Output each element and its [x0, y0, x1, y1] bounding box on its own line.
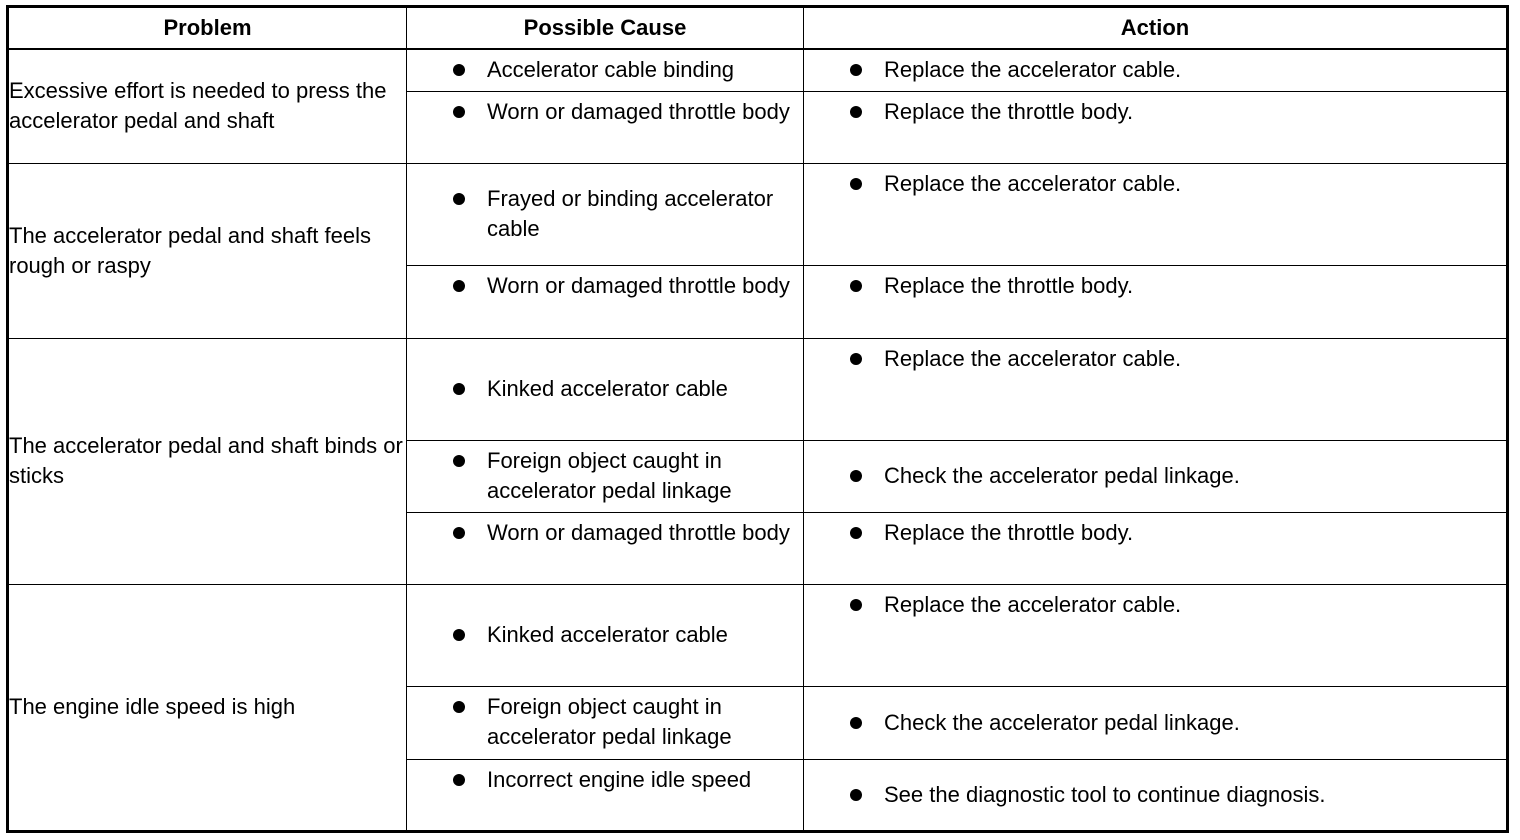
cause-cell [407, 440, 804, 512]
bullet-icon [453, 455, 465, 467]
cause-cell [407, 512, 804, 584]
bullet-icon [850, 527, 862, 539]
cause-cell [407, 584, 804, 686]
cause-text: Worn or damaged throttle body [487, 519, 790, 545]
bullet-icon [453, 280, 465, 292]
cause-text: Worn or damaged throttle body [487, 98, 790, 124]
action-text: Check the accelerator pedal linkage. [884, 709, 1240, 735]
bullet-icon [453, 629, 465, 641]
bullet-icon [850, 106, 862, 118]
table-row [8, 163, 1508, 265]
table-row [8, 338, 1508, 440]
header-problem: Problem [8, 7, 407, 50]
action-cell [804, 163, 1508, 265]
bullet-icon [850, 64, 862, 76]
action-text: Replace the accelerator cable. [884, 170, 1182, 196]
cause-cell [407, 759, 804, 831]
problem-cell: The engine idle speed is high [8, 584, 407, 831]
cause-text: Accelerator cable binding [487, 57, 735, 83]
action-cell [804, 265, 1508, 338]
bullet-icon [850, 599, 862, 611]
action-cell [804, 49, 1508, 91]
cause-text: Incorrect engine idle speed [487, 766, 752, 792]
problem-cell: The accelerator pedal and shaft binds or sticks [8, 338, 407, 584]
action-cell [804, 584, 1508, 686]
bullet-icon [850, 789, 862, 801]
action-text: Replace the throttle body. [884, 272, 1134, 298]
bullet-icon [453, 527, 465, 539]
cause-text: Foreign object caught in accelerator pedal linkage [487, 693, 732, 749]
header-action: Action [804, 7, 1508, 50]
bullet-icon [850, 470, 862, 482]
troubleshooting-table [6, 5, 1509, 833]
header-possible-cause: Possible Cause [407, 7, 804, 50]
cause-text: Worn or damaged throttle body [487, 272, 790, 298]
cause-cell [407, 49, 804, 91]
cause-cell [407, 163, 804, 265]
bullet-icon [453, 64, 465, 76]
bullet-icon [850, 353, 862, 365]
bullet-icon [453, 106, 465, 118]
action-text: Replace the accelerator cable. [884, 57, 1182, 83]
cause-text: Kinked accelerator cable [487, 622, 728, 648]
action-cell [804, 686, 1508, 759]
problem-cell: The accelerator pedal and shaft feels rough or raspy [8, 163, 407, 338]
cause-cell [407, 265, 804, 338]
bullet-icon [453, 383, 465, 395]
cause-cell [407, 686, 804, 759]
bullet-icon [453, 774, 465, 786]
action-cell [804, 91, 1508, 163]
bullet-icon [453, 701, 465, 713]
action-text: Replace the accelerator cable. [884, 345, 1182, 371]
action-cell [804, 759, 1508, 831]
bullet-icon [850, 717, 862, 729]
action-text: Replace the throttle body. [884, 98, 1134, 124]
action-text: Replace the throttle body. [884, 519, 1134, 545]
action-cell [804, 440, 1508, 512]
header-row [8, 7, 1508, 50]
action-text: See the diagnostic tool to continue diagnosis. [884, 781, 1326, 807]
action-text: Replace the accelerator cable. [884, 591, 1182, 617]
cause-text: Foreign object caught in accelerator pedal linkage [487, 447, 732, 503]
action-cell [804, 338, 1508, 440]
cause-cell [407, 338, 804, 440]
table-row [8, 584, 1508, 686]
cause-cell [407, 91, 804, 163]
cause-text: Frayed or binding accelerator cable [487, 186, 774, 242]
cause-text: Kinked accelerator cable [487, 376, 728, 402]
bullet-icon [453, 193, 465, 205]
problem-cell: Excessive effort is needed to press the accelerator pedal and shaft [8, 49, 407, 163]
table-row [8, 49, 1508, 91]
action-cell [804, 512, 1508, 584]
bullet-icon [850, 280, 862, 292]
action-text: Check the accelerator pedal linkage. [884, 463, 1240, 489]
bullet-icon [850, 178, 862, 190]
